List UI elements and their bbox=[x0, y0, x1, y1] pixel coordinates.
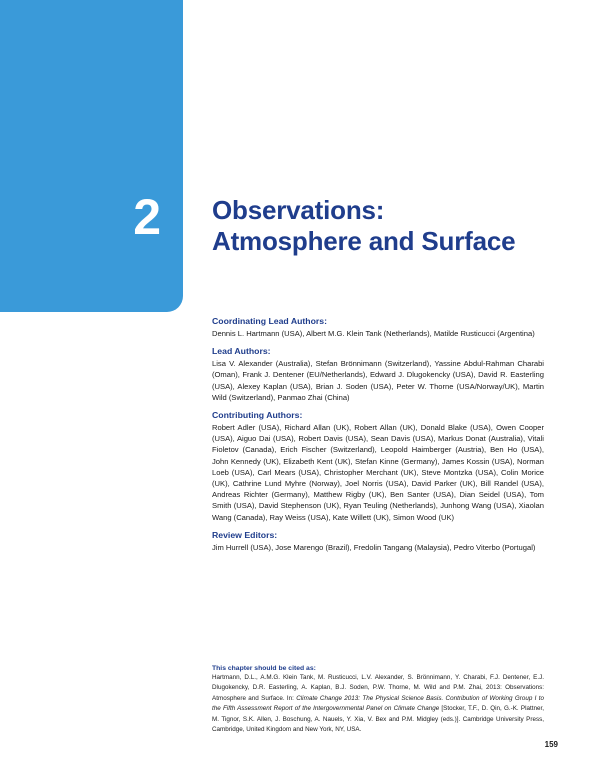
citation-block bbox=[212, 664, 544, 735]
contributing-authors-section bbox=[212, 410, 544, 523]
citation-part-3: [Stocker, T.F., D. Qin, G.-K. Plattner, M. Tignor, S.K. Allen, J. Boschung, A. Nauels, Y. Xia, V. Bex and P.M. Midgley (eds.)]. Cambridge University Press, Cambridge, United Kingdom and New York, NY, USA. bbox=[212, 705, 544, 734]
section-text: Jim Hurrell (USA), Jose Marengo (Brazil), Fredolin Tangang (Malaysia), Pedro Viterbo (Portugal) bbox=[212, 542, 536, 552]
chapter-title bbox=[212, 195, 515, 257]
chapter-title-line-2: Atmosphere and Surface bbox=[212, 226, 516, 256]
lead-authors-section bbox=[212, 346, 544, 403]
section-text: Lisa V. Alexander (Australia), Stefan Brönnimann (Switzerland), Yassine Abdul-Rahman Charabi (Oman), Frank J. Dentener (EU/Netherlands), Edward J. Dlugokencky (USA), David R. Easterling (USA), Alexey Kaplan (USA), Brian J. Soden (USA), Peter W. Thorne (USA/Norway/UK), Martin Wild (Switzerland), Panmao Zhai (China) bbox=[212, 359, 544, 402]
citation-part-1: Hartmann, D.L., A.M.G. Klein Tank, M. Rusticucci, L.V. Alexander, S. Brönnimann, Y. Charabi, F.J. Dentener, E.J. Dlugokencky, D.R. Easterling, A. Kaplan, B.J. Soden, P.W. Thorne, M. Wild and P.M. Zhai, 2013: Observations: Atmosphere and Surface. In: bbox=[212, 674, 544, 702]
coordinating-lead-authors-section bbox=[212, 316, 544, 339]
section-text: Dennis L. Hartmann (USA), Albert M.G. Klein Tank (Netherlands), Matilde Rusticucci (Argentina) bbox=[212, 329, 535, 338]
section-text: Robert Adler (USA), Richard Allan (UK), Robert Allan (UK), Donald Blake (USA), Owen Cooper (USA), Aiguo Dai (USA), Robert Davis (USA), Sean Davis (USA), Markus Donat (Australia), Vitali Fioletov (Canada), Erich Fischer (Switzerland), Leopold Haimberger (Austria), Ben Ho (USA), John Kennedy (UK), Elizabeth Kent (UK), Stefan Kinne (Germany), James Kossin (USA), Norman Loeb (USA), Carl Mears (USA), Christopher Merchant (UK), Steve Montzka (USA), Colin Morice (UK), Cathrine Lund Myhre (Norway), Joel Norris (USA), David Parker (UK), Bill Randel (USA), Andreas Richter (Germany), Matthew Rigby (UK), Ben Santer (USA), Dian Seidel (USA), Tom Smith (USA), David Stephenson (UK), Ryan Teuling (Netherlands), Junhong Wang (USA), Xiaolan Wang (Canada), Ray Weiss (USA), Kate Willett (UK), Simon Wood (UK) bbox=[212, 423, 544, 522]
citation-heading: This chapter should be cited as: bbox=[212, 665, 316, 672]
chapter-number: 2 bbox=[133, 189, 161, 245]
author-list bbox=[212, 316, 544, 560]
section-heading: Coordinating Lead Authors: bbox=[212, 316, 328, 326]
chapter-title-line-1: Observations: bbox=[212, 195, 385, 225]
chapter-color-block bbox=[0, 0, 183, 312]
citation-text bbox=[212, 673, 544, 735]
section-heading: Review Editors: bbox=[212, 529, 278, 540]
page-number: 159 bbox=[544, 740, 558, 749]
section-heading: Lead Authors: bbox=[212, 346, 271, 357]
section-heading: Contributing Authors: bbox=[212, 410, 303, 421]
review-editors-section bbox=[212, 530, 544, 553]
citation-title-italic: Climate Change 2013: The Physical Science Basis. Contribution of Working Group I to the Fifth Assessment Report of the Intergovernmental Panel on Climate Change bbox=[212, 694, 544, 713]
